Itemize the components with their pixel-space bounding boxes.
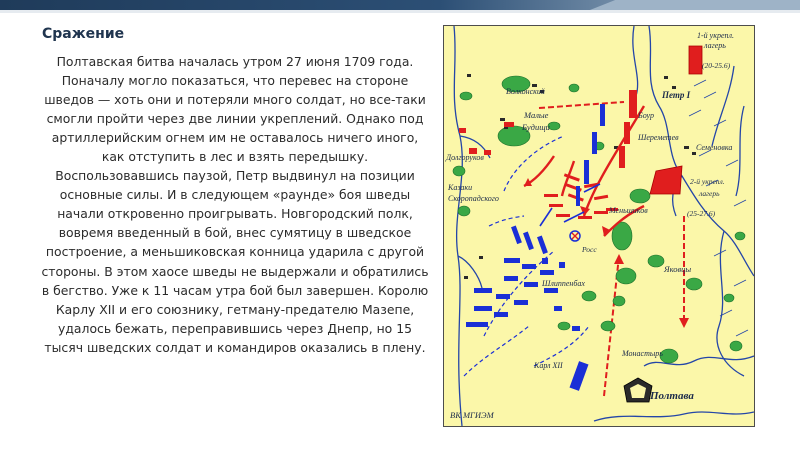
map-label-camp1-dates: (20-25.6) — [702, 61, 731, 70]
map-label-karl: Карл XII — [534, 361, 563, 370]
slide-top-shadow — [0, 10, 800, 13]
map-label-skoropadsky: Скоропадского — [448, 194, 499, 203]
map-label-ross: Росс — [582, 245, 597, 254]
map-label-camp2-dates: (25-27.6) — [687, 209, 716, 218]
map-rivers — [454, 26, 754, 426]
map-label-bour: Боур — [638, 111, 655, 120]
map-label-camp1b: лагерь — [704, 41, 726, 50]
map-label-shlippenbach: Шлиппенбах — [542, 279, 585, 288]
map-label-dolgorukov: Долгоруков — [446, 153, 484, 162]
map-label-malye: Малые — [524, 110, 549, 120]
map-marsh — [689, 80, 748, 336]
map-label-menshikov: Меньшиков — [609, 206, 648, 215]
map-label-budishchi: Будищи — [522, 122, 550, 132]
map-label-camp2b: лагерь — [699, 189, 720, 198]
map-label-cossacks: Казаки — [448, 183, 473, 192]
slide-paragraph: Полтавская битва началась утром 27 июня 1709 года. Поначалу могло показаться, что перевес на стороне шведов — хоть они и потеряли много солдат, но все-таки смогли пройти через две линии укреплений. Однако под артиллерийским огнем им не оставалось ничего иного, как отступить в лес и взять передышку. Воспользовавшись паузой, Петр выдвинул на позиции основные силы. И в следующем «раунде» боя шведы начали откровенно проигрывать. Новгородский полк, вовремя введенный в бой, внес сумятицу в шведское построение, а меньшиковская конница ударила с другой стороны. В этом хаосе шведы не выдержали и обратились в бегство. Уже к 11 часам утра бой был завершен. Королю Карлу XII и его союзнику, гетману-предателю Мазепе, удалось бежать, переправившись через Днепр, но 15 тысяч шведских солдат и командиров оказались в плену. — [41, 54, 429, 355]
map-poltava-fortress — [624, 378, 652, 402]
battle-map — [443, 25, 755, 427]
map-ross-marker — [570, 231, 580, 241]
map-label-camp2: 2-й укрепл. — [690, 177, 725, 186]
slide-heading: Сражение — [42, 26, 125, 42]
map-label-peter: Петр I — [662, 90, 691, 100]
map-label-volkonsky: Волконский — [506, 87, 545, 96]
map-label-camp1: 1-й укрепл. — [697, 31, 734, 40]
map-russian-arrowheads — [524, 178, 692, 328]
map-camps — [650, 46, 702, 194]
battle-map-svg — [444, 26, 754, 426]
map-label-poltava: Полтава — [650, 390, 694, 402]
map-label-semenovka: Семеновка — [696, 143, 733, 152]
map-label-sheremetev: Шереметев — [638, 133, 679, 142]
map-label-monastery: Монастырь — [622, 349, 663, 358]
map-credit: ВК МГИЭМ — [450, 410, 494, 420]
map-forests — [453, 76, 745, 363]
map-labels — [445, 31, 734, 420]
slide-top-stripe — [0, 0, 800, 10]
map-label-yakovtsy: Яковцы — [664, 264, 692, 274]
slide-top-stripe-accent — [590, 0, 800, 10]
